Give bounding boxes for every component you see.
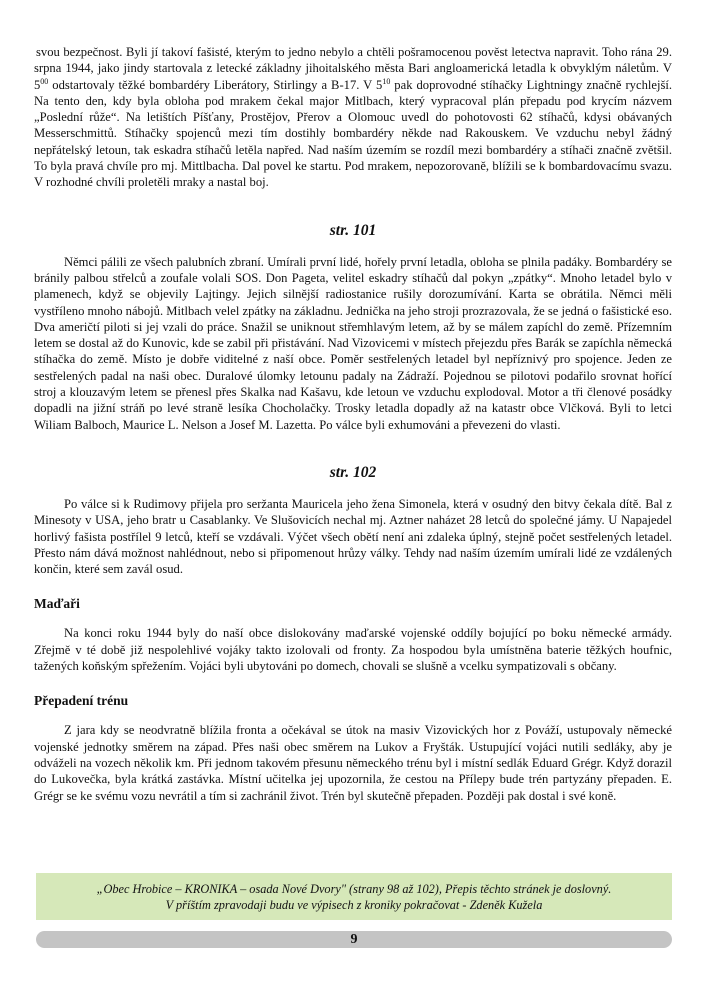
section-heading-madari: Maďaři	[34, 596, 80, 612]
page-heading-102: str. 102	[329, 463, 377, 481]
intro-paragraph	[34, 44, 672, 191]
page-footer-bar	[36, 931, 672, 948]
intro-text-part-3: pak doprovodné stíhačky Lightningy značně rychlejší. Na tento den, kdy byla obloha pod mrakem čekal major Mitlbach, který vypracoval plán přepadu pod krycím názvem „Poslední růže“. Na letištích Píšťany, Prostějov, Přerov a Olomouc uvedl do pohotovosti 62 stíhačů, kdysi obávaných Messerschmittů. Stíhačky spojenců mezi tím dostihly bombardéry někde nad Rakouskem. Ve vzduchu nebyl žádný nepřátelský letoun, tak eskadra stíhačů letěla napřed. Nad naším územím se rozdíl mezi bombardéry a stíhači značně zvětšil. To byla pravá chvíle pro mj. Mittlbacha. Dal povel ke startu. Pod mrakem, nepozorovaně, blížili se k bombardovacímu svazu. V rozhodné chvíli proletěli mraky a nastal boj.	[34, 77, 673, 190]
page-heading-101: str. 101	[329, 221, 377, 239]
intro-text-part-1: svou bezpečnost. Byli jí takoví fašisté, kterým to jedno nebylo a chtěli pošramocenou pověst letectva napravit. Toho rána 29. srpna 1944, jako jindy startovala z letecké základny jihoitalského města Bari angloamerická letadla k obvyklým náletům. V 5	[34, 45, 672, 92]
section-heading-prepadeni: Přepadení trénu	[34, 693, 129, 709]
intro-text-part-2: odstartovaly těžké bombardéry Liberátory, Stirlingy a B-17. V 5	[48, 77, 383, 92]
paragraph-101: Němci pálili ze všech palubních zbraní. Umírali první lidé, hořely první letadla, obloha se plnila padáky. Bombardéry se bránily palbou střelců a zoufale volali SOS. Don Pageta, velitel eskadry stíhačů dal pokyn „zpátky“. Mnoho letadel bylo v plamenech, když se objevily Lajtingy. Jejich silnější radiostanice rušily dorozumívání. Karta se obrátila. Němci měli vystříleno mnoho nábojů. Mitlbach velel zpátky na základnu. Jednička na jeho stroji prozrazovala, že se jedná o fašistické eso. Dva američtí piloti si jej vzali do práce. Snažil se uniknout střemhlavým letem, až by se málem zapíchl do země. Přízemním letem se dostal až do Kunovic, kde se zabil při přistávání. Nad Vizovicemi v místech přejezdu přes Barák se zapíchla německá stíhačka do země. Místo je dobře viditelné z naší obce. Poměr sestřelených letadel byl nepříznivý pro spojence. Jeden ze sestřelených padal na naši obec. Duralové úlomky letounu padaly na Zádraží. Pojednou se pilotovi podařilo srovnat hořící stroj a klouzavým letem se přenesl přes Skalka nad Kašavu, kde letoun ve vzduchu explodoval. Motor a tři členové posádky dopadli na jižní stráň po levé straně lesíka Chocholačky. Trosky letadla dopadly až na katastr obce Vlčková. Byli to letci Wiliam Balboch, Maurice L. Nelson a Josef M. Lazetta. Po válce byli exhumováni a převezeni do vlasti.	[34, 254, 672, 432]
source-note-box	[36, 873, 672, 920]
page-number: 9	[350, 932, 358, 947]
paragraph-102: Po válce si k Rudimovy přijela pro seržanta Mauricela jeho žena Simonela, která v osudný den bitvy čekala dítě. Bal z Minesoty v USA, jeho bratr u Casablanky. Ve Slušovicích nechal mj. Aztner naházet 28 letců do společné jámy. U Napajedel horlivý fašista postřílel 9 letců, kteří se vzdávali. Výčet všech obětí není ani zdaleka úplný, stejně počet sestřelených letadel. Přesto nám dává možnost nahlédnout, nebo si připomenout hrůzy války. Tehdy nad naším územím umírali lidé ze vzdálených končin, které sem zavál osud.	[34, 496, 672, 577]
paragraph-prepadeni: Z jara kdy se neodvratně blížila fronta a očekával se útok na masiv Vizovických hor z Pováží, ustupovaly německé vojenské jednotky směrem na západ. Přes naši obec směrem na Lukov a Fryšták. Ustupující vojáci nutili sedláky, aby je odváželi na vozech několik km. Při jednom takovém přesunu německého trénu byl i místní sedlák Eduard Grégr. Když dorazil do Lukovečka, byla krátká zastávka. Místní učitelka jej upozornila, že cestou na Přílepy bude trén partyzány přepaden. E. Grégr se ke svému vozu nevrátil a tím si zachránil život. Trén byl skutečně přepaden. Později pak dostal i své koně.	[34, 723, 672, 803]
paragraph-madari: Na konci roku 1944 byly do naší obce dislokovány maďarské vojenské oddíly bojující po boku německé armády. Zřejmě v té době již nespolehlivé vojáky takto izolovali od fronty. Za hospodou byla umístněna baterie těžkých houfnic, tažených koňským spřežením. Vojáci byli ubytováni po domech, chovali se slušně a vcelku sympatizovali s občany.	[34, 626, 672, 674]
source-note-line-1: „Obec Hrobice – KRONIKA – osada Nové Dvory" (strany 98 až 102), Přepis těchto stránek je doslovný.	[96, 881, 612, 896]
article-body	[34, 44, 672, 804]
source-note-line-2: V příštím zpravodaji budu ve výpisech z kroniky pokračovat - Zdeněk Kužela	[165, 897, 543, 912]
time-superscript-2: 10	[382, 76, 391, 86]
time-superscript-1: 00	[40, 76, 49, 86]
